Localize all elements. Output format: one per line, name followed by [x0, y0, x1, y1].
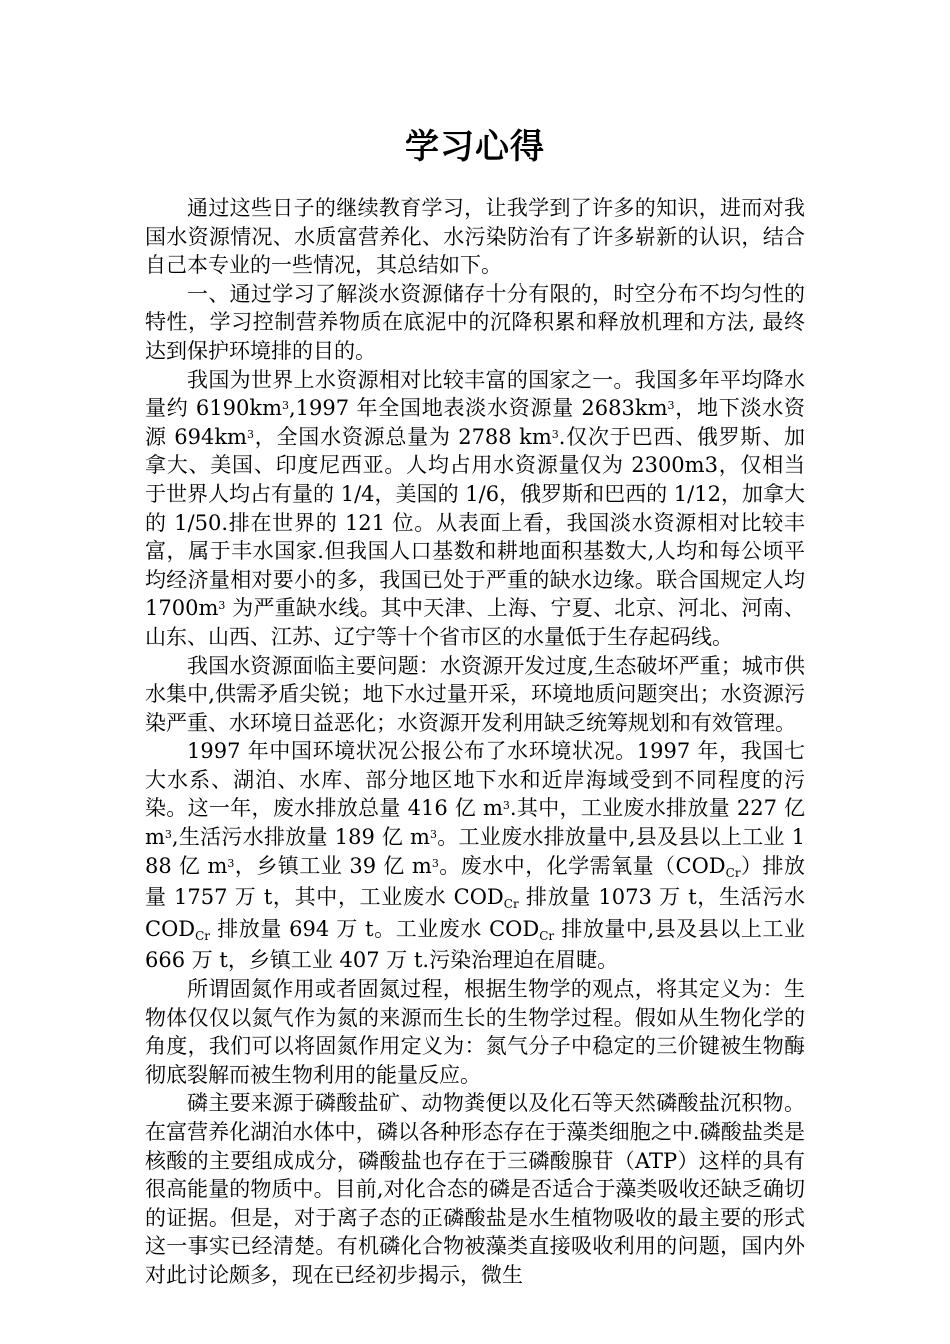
text-run: ，全国水资源总量为 2788 km	[253, 424, 552, 449]
superscript: 3	[502, 799, 510, 813]
superscript: 3	[246, 427, 254, 441]
text-run: 我国水资源面临主要问题：水资源开发过度,生态破坏严重；城市供水集中,供需矛盾尖锐；地下水过量开采，环境地质问题突出；水资源污染严重、水环境日益恶化；水资源开发利用缺乏统筹规划和有效管理。	[145, 653, 805, 735]
text-run: 所谓固氮作用或者固氮过程，根据生物学的观点，将其定义为：生物体仅仅以氮气作为氮的来源而生长的生物学过程。假如从生物化学的角度，我们可以将固氮作用定义为：氮气分子中稳定的三价键被生物酶彻底裂解而被生物利用的能量反应。	[145, 977, 805, 1087]
superscript: 3	[218, 599, 226, 613]
text-run: 我国为世界上水资源相对比较丰富的国家之一。我国多年平均降水量约 6190km	[145, 367, 805, 421]
text-run: ）排放量 1757 万 t，其中，工业废水 COD	[145, 853, 805, 910]
subscript: Cr	[503, 897, 519, 912]
superscript: 3	[164, 828, 172, 842]
text-run: 排放量 694 万 t。工业废水 COD	[210, 916, 540, 941]
superscript: 3	[431, 856, 439, 870]
document-title: 学习心得	[405, 127, 545, 167]
paragraph	[145, 366, 805, 652]
text-run: 磷主要来源于磷酸盐矿、动物粪便以及化石等天然磷酸盐沉积物。在富营养化湖泊水体中，磷以各种形态存在于藻类细胞之中.磷酸盐类是核酸的主要组成成分，磷酸盐也存在于三磷酸腺苷（ATP）这样的具有很高能量的物质中。目前,对化合态的磷是否适合于藻类吸收还缺乏确切的证据。但是，对于离子态的正磷酸盐是水生植物吸收的最主要的形式这一事实已经清楚。有机磷化合物被藻类直接吸收利用的问题，国内外对此讨论颇多，现在已经初步揭示，微生	[145, 1091, 805, 1287]
text-run: 为严重缺水线。其中天津、上海、宁夏、北京、河北、河南、山东、山西、江苏、辽宁等十个省市区的水量低于生存起码线。	[145, 596, 805, 649]
superscript: 3	[282, 399, 289, 413]
text-run: 1997 年中国环境状况公报公布了水环境状况。1997 年，我国七大水系、湖泊、水库、部分地区地下水和近岸海域受到不同程度的污染。这一年，废水排放总量 416 亿 m	[145, 739, 805, 821]
paragraph	[145, 194, 805, 280]
subscript: Cr	[725, 865, 741, 880]
text-run: .仅次于巴西、俄罗斯、加拿大、美国、印度尼西亚。人均占用水资源量仅为 2300m3，仅相当于世界人均占有量的 1/4，美国的 1/6，俄罗斯和巴西的 1/12，加拿大的 1/50.排在世界的 121 位。从表面上看，我国淡水资源相对比较丰富，属于丰水国家.但我国人口基数和耕地面积基数大,人均和每公顷平均经济量相对要小的多，我国已处于严重的缺水边缘。联合国规定人均 1700m	[145, 424, 805, 621]
superscript: 3	[667, 399, 675, 413]
superscript: 3	[551, 427, 559, 441]
subscript: Cr	[539, 928, 555, 943]
subscript: Cr	[195, 928, 211, 943]
text-run: 。废水中，化学需氧量（COD	[438, 853, 726, 878]
text-run: 排放量 1073 万 t，生活污水 COD	[145, 885, 805, 941]
text-run: 一、通过学习了解淡水资源储存十分有限的，时空分布不均匀性的特性，学习控制营养物质在底泥中的沉降积累和释放机理和方法, 最终达到保护环境排的目的。	[145, 281, 805, 363]
paragraph	[145, 652, 805, 738]
text-run: ，地下淡水资源 694km	[145, 396, 805, 449]
text-run: ,生活污水排放量 189 亿 m	[171, 825, 430, 850]
paragraph	[145, 280, 805, 366]
text-run: ，乡镇工业 39 亿 m	[234, 853, 432, 878]
text-run: 。工业废水排放量中,县及县以上工业 188 亿 m	[145, 825, 805, 878]
paragraph	[145, 737, 805, 975]
paragraph	[145, 975, 805, 1089]
document-body	[145, 194, 805, 1290]
text-run: 排放量中,县及县以上工业 666 万 t，乡镇工业 407 万 t.污染治理迫在眉睫。	[145, 916, 805, 973]
superscript: 3	[429, 828, 437, 842]
text-run: ,1997 年全国地表淡水资源量 2683km	[289, 396, 668, 421]
text-run: 通过这些日子的继续教育学习，让我学到了许多的知识，进而对我国水资源情况、水质富营养化、水污染防治有了许多崭新的认识，结合自己本专业的一些情况，其总结如下。	[145, 196, 805, 278]
paragraph	[145, 1089, 805, 1289]
superscript: 3	[227, 856, 235, 870]
text-run: .其中，工业废水排放量 227 亿 m	[145, 796, 806, 850]
